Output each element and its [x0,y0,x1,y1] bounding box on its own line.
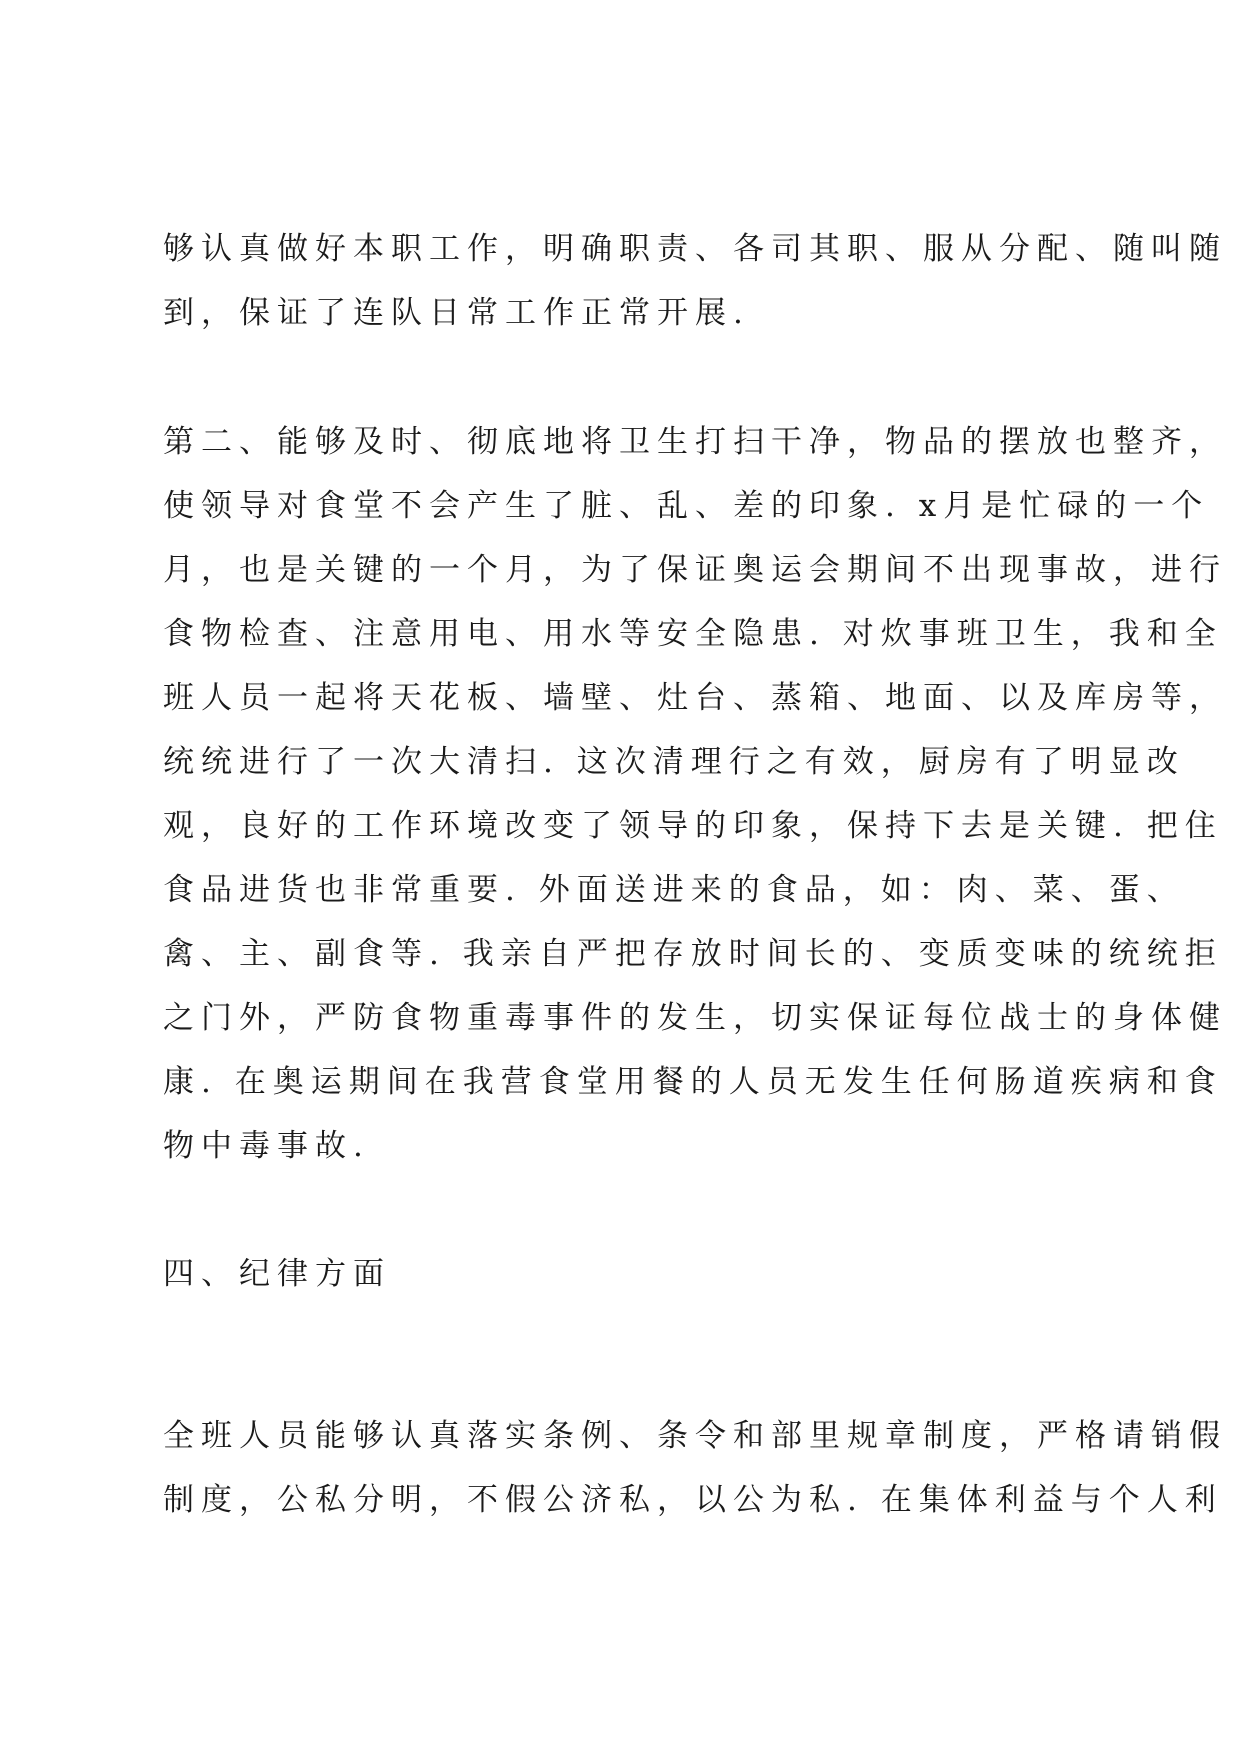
text-line: 观，良好的工作环境改变了领导的印象，保持下去是关键. 把住 [163,808,1223,844]
text-line: 制度，公私分明，不假公济私，以公为私. 在集体利益与个人利 [163,1482,1223,1518]
text-line: 食物检查、注意用电、用水等安全隐患. 对炊事班卫生，我和全 [163,616,1223,652]
section-heading: 四、纪律方面 [163,1256,391,1292]
paragraph-duty-continuation [163,217,1227,345]
text-line: 食品进货也非常重要. 外面送进来的食品，如：肉、菜、蛋、 [163,872,1185,908]
text-line: 禽、主、副食等. 我亲自严把存放时间长的、变质变味的统统拒 [163,936,1223,972]
text-line: 物中毒事故. [163,1128,370,1164]
text-line: 第二、能够及时、彻底地将卫生打扫干净，物品的摆放也整齐， [163,424,1227,460]
text-line: 够认真做好本职工作，明确职责、各司其职、服从分配、随叫随 [163,231,1227,267]
text-line: 康. 在奥运期间在我营食堂用餐的人员无发生任何肠道疾病和食 [163,1064,1223,1100]
paragraph-hygiene [163,410,1227,1178]
section-heading-discipline [163,1242,1093,1306]
text-line: 全班人员能够认真落实条例、条令和部里规章制度，严格请销假 [163,1418,1227,1454]
text-line: 到，保证了连队日常工作正常开展. [163,295,750,331]
paragraph-discipline [163,1404,1227,1532]
text-line: 使领导对食堂不会产生了脏、乱、差的印象. x月是忙碌的一个 [163,488,1210,524]
text-line: 月，也是关键的一个月，为了保证奥运会期间不出现事故，进行 [163,552,1227,588]
text-line: 之门外，严防食物重毒事件的发生，切实保证每位战士的身体健 [163,1000,1227,1036]
text-line: 班人员一起将天花板、墙壁、灶台、蒸箱、地面、以及库房等， [163,680,1227,716]
text-line: 统统进行了一次大清扫. 这次清理行之有效，厨房有了明显改 [163,744,1185,780]
